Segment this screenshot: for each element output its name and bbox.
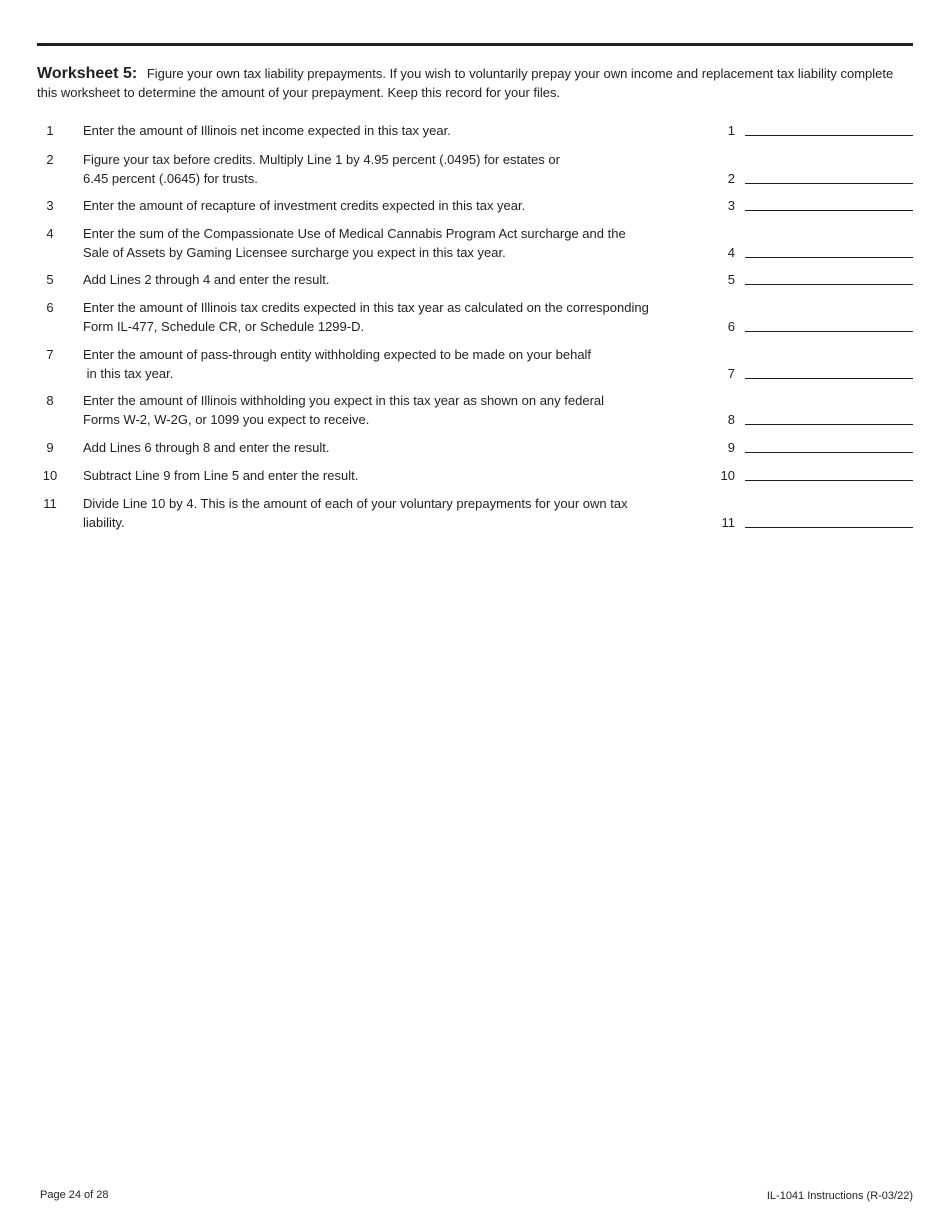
worksheet-line-2 xyxy=(0,150,950,188)
entry-line-number: 1 xyxy=(727,123,735,138)
worksheet-line-8 xyxy=(0,391,950,429)
line-instruction: Add Lines 6 through 8 and enter the result. xyxy=(83,440,330,455)
line-number: 7 xyxy=(46,347,54,362)
entry-line-number: 10 xyxy=(720,468,735,483)
form-identifier: IL-1041 Instructions (R-03/22) xyxy=(766,1190,913,1202)
entry-blank[interactable] xyxy=(745,378,913,379)
entry-line-number: 4 xyxy=(727,245,735,260)
worksheet-description: Figure your own tax liability prepayments. If you wish to voluntarily prepay your own income and replacement tax liability complete this worksheet to determine the amount of your prepayment. Keep this record for your files. xyxy=(37,66,894,100)
entry-blank[interactable] xyxy=(745,210,913,211)
worksheet-line-6 xyxy=(0,298,950,336)
line-number: 3 xyxy=(46,198,54,213)
entry-line-number: 11 xyxy=(721,515,735,530)
entry-blank[interactable] xyxy=(745,480,913,481)
line-instruction: Add Lines 2 through 4 and enter the result. xyxy=(83,272,330,287)
line-instruction: Subtract Line 9 from Line 5 and enter the result. xyxy=(83,468,359,483)
line-instruction: Divide Line 10 by 4. This is the amount of each of your voluntary prepayments for your own tax liability. xyxy=(83,496,628,530)
line-instruction: Enter the sum of the Compassionate Use of Medical Cannabis Program Act surcharge and the Sale of Assets by Gaming Licensee surcharge you expect in this tax year. xyxy=(83,226,626,260)
line-instruction: Enter the amount of pass-through entity withholding expected to be made on your behalf in this tax year. xyxy=(83,347,592,381)
line-entry-box[interactable] xyxy=(706,438,913,457)
line-number: 6 xyxy=(46,300,54,315)
line-entry-box[interactable] xyxy=(706,121,913,140)
entry-blank[interactable] xyxy=(745,183,913,184)
line-instruction: Enter the amount of recapture of investment credits expected in this tax year. xyxy=(83,198,526,213)
line-entry-box[interactable] xyxy=(706,466,913,485)
line-number: 9 xyxy=(46,440,54,455)
entry-blank[interactable] xyxy=(745,452,913,453)
line-entry-box[interactable] xyxy=(706,243,913,262)
entry-line-number: 6 xyxy=(727,319,735,334)
worksheet-intro xyxy=(37,64,913,102)
entry-line-number: 7 xyxy=(727,366,735,381)
line-entry-box[interactable] xyxy=(706,270,913,289)
worksheet-line-7 xyxy=(0,345,950,383)
line-number: 10 xyxy=(42,468,58,483)
top-rule xyxy=(37,43,913,46)
worksheet-line-10 xyxy=(0,466,950,485)
entry-blank[interactable] xyxy=(745,331,913,332)
line-entry-box[interactable] xyxy=(706,317,913,336)
line-entry-box[interactable] xyxy=(706,513,913,532)
line-number: 8 xyxy=(46,393,54,408)
entry-blank[interactable] xyxy=(745,527,913,528)
line-instruction: Figure your tax before credits. Multiply Line 1 by 4.95 percent (.0495) for estates or 6.45 percent (.0645) for trusts. xyxy=(83,152,560,186)
line-instruction: Enter the amount of Illinois withholding you expect in this tax year as shown on any federal Forms W-2, W-2G, or 1099 you expect to receive. xyxy=(83,393,605,427)
worksheet-title: Worksheet 5: xyxy=(37,65,138,82)
worksheet-line-5 xyxy=(0,270,950,289)
line-number: 11 xyxy=(43,496,57,511)
entry-blank[interactable] xyxy=(745,284,913,285)
line-entry-box[interactable] xyxy=(706,169,913,188)
line-number: 4 xyxy=(46,226,54,241)
entry-line-number: 9 xyxy=(727,440,735,455)
line-number: 5 xyxy=(46,272,54,287)
line-instruction: Enter the amount of Illinois net income expected in this tax year. xyxy=(83,123,451,138)
worksheet-line-9 xyxy=(0,438,950,457)
worksheet-line-3 xyxy=(0,196,950,215)
entry-line-number: 2 xyxy=(727,171,735,186)
line-instruction: Enter the amount of Illinois tax credits expected in this tax year as calculated on the corresponding Form IL-477, Schedule CR, or Schedule 1299-D. xyxy=(83,300,649,334)
entry-blank[interactable] xyxy=(745,257,913,258)
entry-line-number: 8 xyxy=(727,412,735,427)
page-number: Page 24 of 28 xyxy=(40,1189,109,1201)
worksheet-line-11 xyxy=(0,494,950,532)
line-entry-box[interactable] xyxy=(706,196,913,215)
line-number: 1 xyxy=(46,123,54,138)
line-entry-box[interactable] xyxy=(706,364,913,383)
worksheet-line-1 xyxy=(0,121,950,140)
line-number: 2 xyxy=(46,152,54,167)
entry-line-number: 5 xyxy=(727,272,735,287)
entry-line-number: 3 xyxy=(727,198,735,213)
worksheet-line-4 xyxy=(0,224,950,262)
entry-blank[interactable] xyxy=(745,135,913,136)
line-entry-box[interactable] xyxy=(706,410,913,429)
entry-blank[interactable] xyxy=(745,424,913,425)
